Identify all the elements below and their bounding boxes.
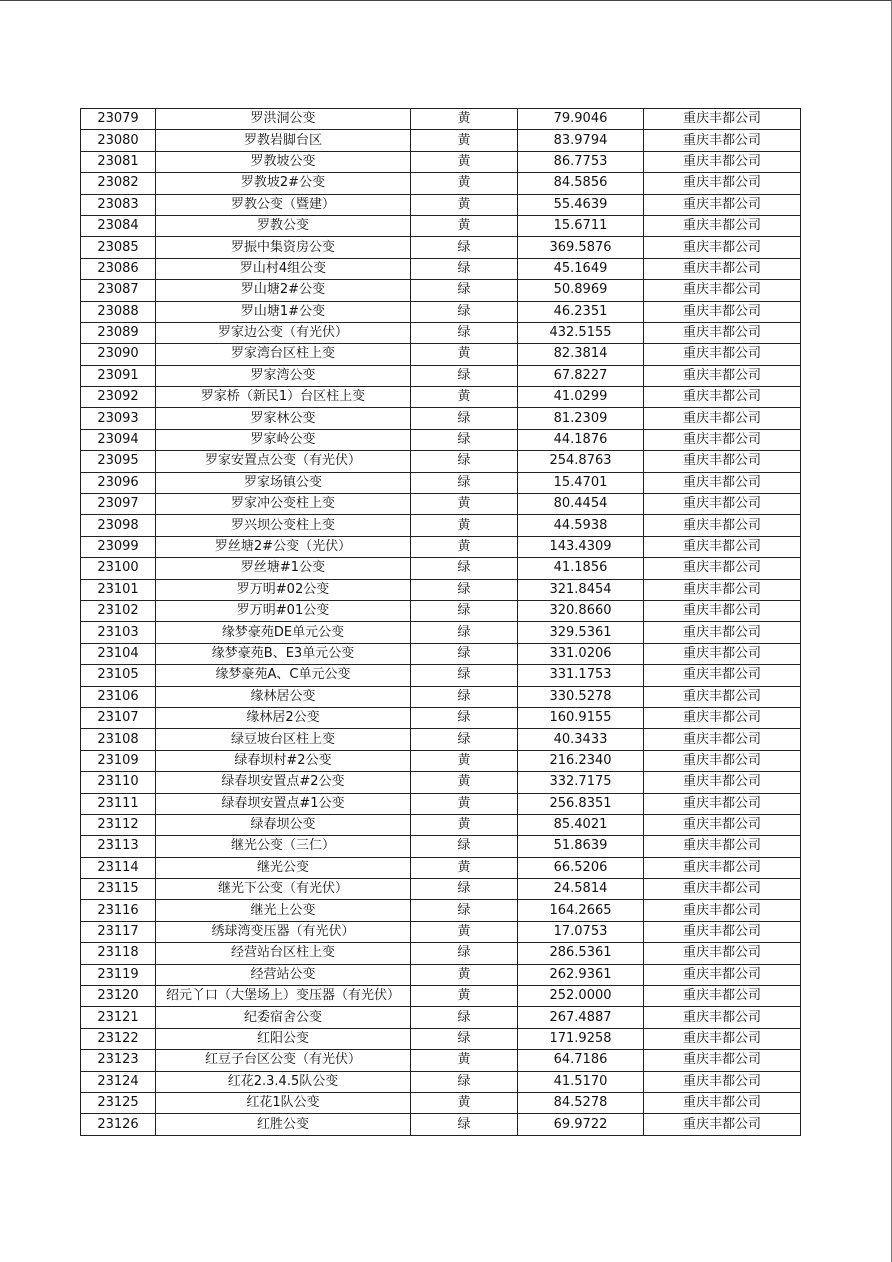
table-row [81, 215, 801, 236]
cell-company: 重庆丰都公司 [644, 301, 801, 322]
table-row [81, 194, 801, 215]
cell-company: 重庆丰都公司 [644, 857, 801, 878]
cell-value: 69.9722 [518, 1114, 644, 1135]
cell-id: 23105 [81, 665, 156, 686]
cell-id: 23080 [81, 130, 156, 151]
cell-id: 23106 [81, 686, 156, 707]
table-row [81, 879, 801, 900]
table-row [81, 344, 801, 365]
cell-value: 143.4309 [518, 536, 644, 557]
cell-status: 绿 [411, 622, 518, 643]
cell-name: 继光下公变（有光伏） [156, 879, 411, 900]
cell-value: 41.0299 [518, 387, 644, 408]
cell-name: 罗山村4组公变 [156, 258, 411, 279]
table-row [81, 472, 801, 493]
cell-status: 黄 [411, 344, 518, 365]
cell-company: 重庆丰都公司 [644, 194, 801, 215]
cell-id: 23079 [81, 109, 156, 130]
cell-id: 23103 [81, 622, 156, 643]
cell-id: 23113 [81, 836, 156, 857]
cell-name: 罗山塘1#公变 [156, 301, 411, 322]
cell-name: 罗万明#02公变 [156, 579, 411, 600]
cell-value: 331.1753 [518, 665, 644, 686]
cell-value: 50.8969 [518, 280, 644, 301]
cell-id: 23097 [81, 494, 156, 515]
cell-value: 267.4887 [518, 1007, 644, 1028]
cell-company: 重庆丰都公司 [644, 173, 801, 194]
cell-status: 黄 [411, 494, 518, 515]
cell-status: 绿 [411, 558, 518, 579]
cell-id: 23094 [81, 429, 156, 450]
cell-value: 41.1856 [518, 558, 644, 579]
cell-value: 67.8227 [518, 365, 644, 386]
cell-value: 46.2351 [518, 301, 644, 322]
table-row [81, 1028, 801, 1049]
cell-value: 24.5814 [518, 879, 644, 900]
cell-value: 330.5278 [518, 686, 644, 707]
cell-company: 重庆丰都公司 [644, 921, 801, 942]
cell-value: 321.8454 [518, 579, 644, 600]
cell-status: 绿 [411, 665, 518, 686]
cell-id: 23107 [81, 707, 156, 728]
cell-company: 重庆丰都公司 [644, 772, 801, 793]
table-row [81, 494, 801, 515]
cell-company: 重庆丰都公司 [644, 429, 801, 450]
table-row [81, 772, 801, 793]
cell-value: 83.9794 [518, 130, 644, 151]
cell-value: 254.8763 [518, 451, 644, 472]
cell-company: 重庆丰都公司 [644, 258, 801, 279]
cell-id: 23101 [81, 579, 156, 600]
cell-company: 重庆丰都公司 [644, 600, 801, 621]
cell-value: 40.3433 [518, 729, 644, 750]
cell-id: 23093 [81, 408, 156, 429]
cell-value: 216.2340 [518, 750, 644, 771]
cell-id: 23095 [81, 451, 156, 472]
cell-value: 332.7175 [518, 772, 644, 793]
cell-id: 23091 [81, 365, 156, 386]
cell-name: 罗教公变（暨建） [156, 194, 411, 215]
cell-status: 绿 [411, 1114, 518, 1135]
cell-id: 23082 [81, 173, 156, 194]
cell-company: 重庆丰都公司 [644, 1114, 801, 1135]
table-row [81, 258, 801, 279]
cell-status: 黄 [411, 1092, 518, 1113]
cell-company: 重庆丰都公司 [644, 643, 801, 664]
table-row [81, 365, 801, 386]
cell-name: 罗家林公变 [156, 408, 411, 429]
cell-id: 23085 [81, 237, 156, 258]
table-row [81, 857, 801, 878]
cell-status: 绿 [411, 472, 518, 493]
cell-company: 重庆丰都公司 [644, 344, 801, 365]
cell-status: 黄 [411, 857, 518, 878]
cell-name: 绣球湾变压器（有光伏） [156, 921, 411, 942]
cell-name: 罗教坡公变 [156, 151, 411, 172]
table-row [81, 686, 801, 707]
cell-company: 重庆丰都公司 [644, 215, 801, 236]
cell-id: 23096 [81, 472, 156, 493]
table-row [81, 943, 801, 964]
table-row [81, 109, 801, 130]
table-row [81, 729, 801, 750]
cell-status: 黄 [411, 1050, 518, 1071]
cell-id: 23099 [81, 536, 156, 557]
table-row [81, 451, 801, 472]
cell-company: 重庆丰都公司 [644, 109, 801, 130]
cell-company: 重庆丰都公司 [644, 750, 801, 771]
table-row [81, 387, 801, 408]
cell-company: 重庆丰都公司 [644, 1071, 801, 1092]
cell-status: 绿 [411, 365, 518, 386]
cell-status: 绿 [411, 408, 518, 429]
cell-name: 缘梦豪苑DE单元公变 [156, 622, 411, 643]
cell-company: 重庆丰都公司 [644, 836, 801, 857]
table-row [81, 600, 801, 621]
cell-status: 黄 [411, 215, 518, 236]
cell-company: 重庆丰都公司 [644, 536, 801, 557]
cell-status: 绿 [411, 579, 518, 600]
cell-id: 23121 [81, 1007, 156, 1028]
cell-company: 重庆丰都公司 [644, 686, 801, 707]
cell-value: 86.7753 [518, 151, 644, 172]
cell-name: 罗山塘2#公变 [156, 280, 411, 301]
cell-company: 重庆丰都公司 [644, 793, 801, 814]
table-row [81, 622, 801, 643]
cell-value: 84.5856 [518, 173, 644, 194]
cell-name: 罗家冲公变柱上变 [156, 494, 411, 515]
cell-status: 绿 [411, 836, 518, 857]
cell-value: 15.6711 [518, 215, 644, 236]
cell-status: 黄 [411, 109, 518, 130]
cell-value: 82.3814 [518, 344, 644, 365]
cell-id: 23115 [81, 879, 156, 900]
cell-id: 23083 [81, 194, 156, 215]
cell-company: 重庆丰都公司 [644, 1028, 801, 1049]
table-row [81, 237, 801, 258]
page-top-border [0, 0, 892, 1]
cell-name: 罗振中集资房公变 [156, 237, 411, 258]
cell-id: 23110 [81, 772, 156, 793]
cell-id: 23104 [81, 643, 156, 664]
cell-company: 重庆丰都公司 [644, 707, 801, 728]
cell-id: 23124 [81, 1071, 156, 1092]
cell-company: 重庆丰都公司 [644, 1007, 801, 1028]
cell-id: 23120 [81, 986, 156, 1007]
cell-name: 罗洪洞公变 [156, 109, 411, 130]
cell-company: 重庆丰都公司 [644, 151, 801, 172]
cell-value: 44.5938 [518, 515, 644, 536]
cell-name: 红胜公变 [156, 1114, 411, 1135]
table-row [81, 750, 801, 771]
cell-value: 329.5361 [518, 622, 644, 643]
cell-company: 重庆丰都公司 [644, 1050, 801, 1071]
cell-id: 23123 [81, 1050, 156, 1071]
cell-value: 252.0000 [518, 986, 644, 1007]
cell-value: 369.5876 [518, 237, 644, 258]
cell-id: 23100 [81, 558, 156, 579]
cell-company: 重庆丰都公司 [644, 665, 801, 686]
cell-value: 51.8639 [518, 836, 644, 857]
cell-company: 重庆丰都公司 [644, 943, 801, 964]
cell-value: 160.9155 [518, 707, 644, 728]
cell-name: 缘梦豪苑B、E3单元公变 [156, 643, 411, 664]
cell-status: 绿 [411, 1028, 518, 1049]
table-row [81, 1071, 801, 1092]
cell-name: 经营站台区柱上变 [156, 943, 411, 964]
table-row [81, 130, 801, 151]
cell-value: 256.8351 [518, 793, 644, 814]
cell-company: 重庆丰都公司 [644, 472, 801, 493]
cell-status: 绿 [411, 451, 518, 472]
cell-id: 23114 [81, 857, 156, 878]
cell-company: 重庆丰都公司 [644, 622, 801, 643]
cell-value: 331.0206 [518, 643, 644, 664]
cell-value: 171.9258 [518, 1028, 644, 1049]
cell-value: 41.5170 [518, 1071, 644, 1092]
cell-id: 23122 [81, 1028, 156, 1049]
cell-company: 重庆丰都公司 [644, 964, 801, 985]
table-row [81, 408, 801, 429]
cell-id: 23112 [81, 814, 156, 835]
cell-id: 23081 [81, 151, 156, 172]
cell-id: 23126 [81, 1114, 156, 1135]
table-row [81, 921, 801, 942]
cell-id: 23086 [81, 258, 156, 279]
cell-status: 绿 [411, 643, 518, 664]
cell-id: 23098 [81, 515, 156, 536]
cell-name: 继光公变（三仁） [156, 836, 411, 857]
cell-status: 绿 [411, 280, 518, 301]
cell-status: 绿 [411, 429, 518, 450]
cell-status: 黄 [411, 536, 518, 557]
cell-company: 重庆丰都公司 [644, 986, 801, 1007]
cell-name: 罗教公变 [156, 215, 411, 236]
cell-company: 重庆丰都公司 [644, 387, 801, 408]
cell-company: 重庆丰都公司 [644, 130, 801, 151]
cell-status: 黄 [411, 964, 518, 985]
cell-id: 23108 [81, 729, 156, 750]
cell-value: 164.2665 [518, 900, 644, 921]
cell-company: 重庆丰都公司 [644, 515, 801, 536]
table-row [81, 301, 801, 322]
table-row [81, 643, 801, 664]
cell-status: 黄 [411, 387, 518, 408]
cell-value: 45.1649 [518, 258, 644, 279]
table-row [81, 707, 801, 728]
cell-status: 绿 [411, 729, 518, 750]
cell-name: 缘林居2公变 [156, 707, 411, 728]
cell-name: 绿春坝安置点#1公变 [156, 793, 411, 814]
cell-name: 缘梦豪苑A、C单元公变 [156, 665, 411, 686]
cell-name: 罗家桥（新民1）台区柱上变 [156, 387, 411, 408]
cell-value: 64.7186 [518, 1050, 644, 1071]
cell-id: 23087 [81, 280, 156, 301]
table-row [81, 1114, 801, 1135]
cell-company: 重庆丰都公司 [644, 280, 801, 301]
cell-status: 绿 [411, 900, 518, 921]
table-row [81, 579, 801, 600]
cell-status: 黄 [411, 793, 518, 814]
cell-status: 黄 [411, 194, 518, 215]
cell-company: 重庆丰都公司 [644, 1092, 801, 1113]
cell-company: 重庆丰都公司 [644, 558, 801, 579]
cell-value: 262.9361 [518, 964, 644, 985]
table-row [81, 665, 801, 686]
cell-value: 84.5278 [518, 1092, 644, 1113]
cell-status: 绿 [411, 879, 518, 900]
cell-name: 罗家湾台区柱上变 [156, 344, 411, 365]
cell-company: 重庆丰都公司 [644, 729, 801, 750]
cell-status: 黄 [411, 750, 518, 771]
cell-name: 经营站公变 [156, 964, 411, 985]
cell-status: 黄 [411, 173, 518, 194]
table-row [81, 964, 801, 985]
cell-name: 红阳公变 [156, 1028, 411, 1049]
cell-id: 23119 [81, 964, 156, 985]
table-row [81, 173, 801, 194]
cell-id: 23117 [81, 921, 156, 942]
table-row [81, 1092, 801, 1113]
cell-id: 23116 [81, 900, 156, 921]
cell-status: 绿 [411, 1007, 518, 1028]
cell-company: 重庆丰都公司 [644, 237, 801, 258]
table-body [81, 109, 801, 1136]
cell-status: 绿 [411, 258, 518, 279]
cell-value: 286.5361 [518, 943, 644, 964]
cell-company: 重庆丰都公司 [644, 322, 801, 343]
cell-name: 绍元丫口（大堡场上）变压器（有光伏） [156, 986, 411, 1007]
table-row [81, 280, 801, 301]
cell-name: 红花2.3.4.5队公变 [156, 1071, 411, 1092]
cell-id: 23102 [81, 600, 156, 621]
cell-status: 绿 [411, 237, 518, 258]
cell-id: 23109 [81, 750, 156, 771]
cell-status: 绿 [411, 943, 518, 964]
table-row [81, 151, 801, 172]
cell-status: 黄 [411, 772, 518, 793]
cell-company: 重庆丰都公司 [644, 879, 801, 900]
cell-company: 重庆丰都公司 [644, 579, 801, 600]
cell-name: 罗万明#01公变 [156, 600, 411, 621]
cell-id: 23090 [81, 344, 156, 365]
table-row [81, 836, 801, 857]
cell-name: 罗家安置点公变（有光伏） [156, 451, 411, 472]
cell-name: 缘林居公变 [156, 686, 411, 707]
table-row [81, 986, 801, 1007]
cell-company: 重庆丰都公司 [644, 494, 801, 515]
cell-name: 罗家湾公变 [156, 365, 411, 386]
table-row [81, 1007, 801, 1028]
cell-company: 重庆丰都公司 [644, 900, 801, 921]
cell-value: 85.4021 [518, 814, 644, 835]
table-row [81, 558, 801, 579]
cell-name: 绿豆坡台区柱上变 [156, 729, 411, 750]
cell-name: 罗丝塘2#公变（光伏） [156, 536, 411, 557]
cell-value: 66.5206 [518, 857, 644, 878]
cell-name: 绿春坝村#2公变 [156, 750, 411, 771]
cell-name: 绿春坝安置点#2公变 [156, 772, 411, 793]
cell-value: 55.4639 [518, 194, 644, 215]
cell-company: 重庆丰都公司 [644, 408, 801, 429]
cell-name: 罗家边公变（有光伏） [156, 322, 411, 343]
cell-value: 79.9046 [518, 109, 644, 130]
cell-name: 罗兴坝公变柱上变 [156, 515, 411, 536]
cell-value: 81.2309 [518, 408, 644, 429]
cell-status: 黄 [411, 921, 518, 942]
cell-status: 黄 [411, 130, 518, 151]
cell-id: 23118 [81, 943, 156, 964]
cell-company: 重庆丰都公司 [644, 365, 801, 386]
cell-value: 44.1876 [518, 429, 644, 450]
cell-name: 纪委宿舍公变 [156, 1007, 411, 1028]
transformer-data-table [80, 108, 801, 1136]
cell-id: 23125 [81, 1092, 156, 1113]
cell-name: 红豆子台区公变（有光伏） [156, 1050, 411, 1071]
cell-status: 绿 [411, 600, 518, 621]
table-row [81, 900, 801, 921]
cell-status: 绿 [411, 322, 518, 343]
cell-company: 重庆丰都公司 [644, 451, 801, 472]
cell-name: 继光公变 [156, 857, 411, 878]
cell-status: 黄 [411, 515, 518, 536]
cell-value: 432.5155 [518, 322, 644, 343]
cell-value: 320.8660 [518, 600, 644, 621]
table-row [81, 1050, 801, 1071]
cell-name: 罗丝塘#1公变 [156, 558, 411, 579]
cell-status: 绿 [411, 686, 518, 707]
cell-value: 80.4454 [518, 494, 644, 515]
table-row [81, 793, 801, 814]
cell-id: 23111 [81, 793, 156, 814]
table-row [81, 429, 801, 450]
cell-name: 罗家岭公变 [156, 429, 411, 450]
cell-id: 23089 [81, 322, 156, 343]
table-row [81, 515, 801, 536]
cell-name: 红花1队公变 [156, 1092, 411, 1113]
cell-name: 罗教岩脚台区 [156, 130, 411, 151]
cell-status: 黄 [411, 986, 518, 1007]
cell-id: 23092 [81, 387, 156, 408]
cell-name: 继光上公变 [156, 900, 411, 921]
cell-name: 绿春坝公变 [156, 814, 411, 835]
cell-name: 罗家场镇公变 [156, 472, 411, 493]
table-row [81, 322, 801, 343]
cell-id: 23088 [81, 301, 156, 322]
cell-name: 罗教坡2#公变 [156, 173, 411, 194]
cell-value: 17.0753 [518, 921, 644, 942]
cell-id: 23084 [81, 215, 156, 236]
table-row [81, 536, 801, 557]
cell-status: 绿 [411, 707, 518, 728]
cell-status: 绿 [411, 1071, 518, 1092]
table-row [81, 814, 801, 835]
cell-status: 绿 [411, 301, 518, 322]
cell-status: 黄 [411, 151, 518, 172]
cell-value: 15.4701 [518, 472, 644, 493]
cell-company: 重庆丰都公司 [644, 814, 801, 835]
cell-status: 黄 [411, 814, 518, 835]
